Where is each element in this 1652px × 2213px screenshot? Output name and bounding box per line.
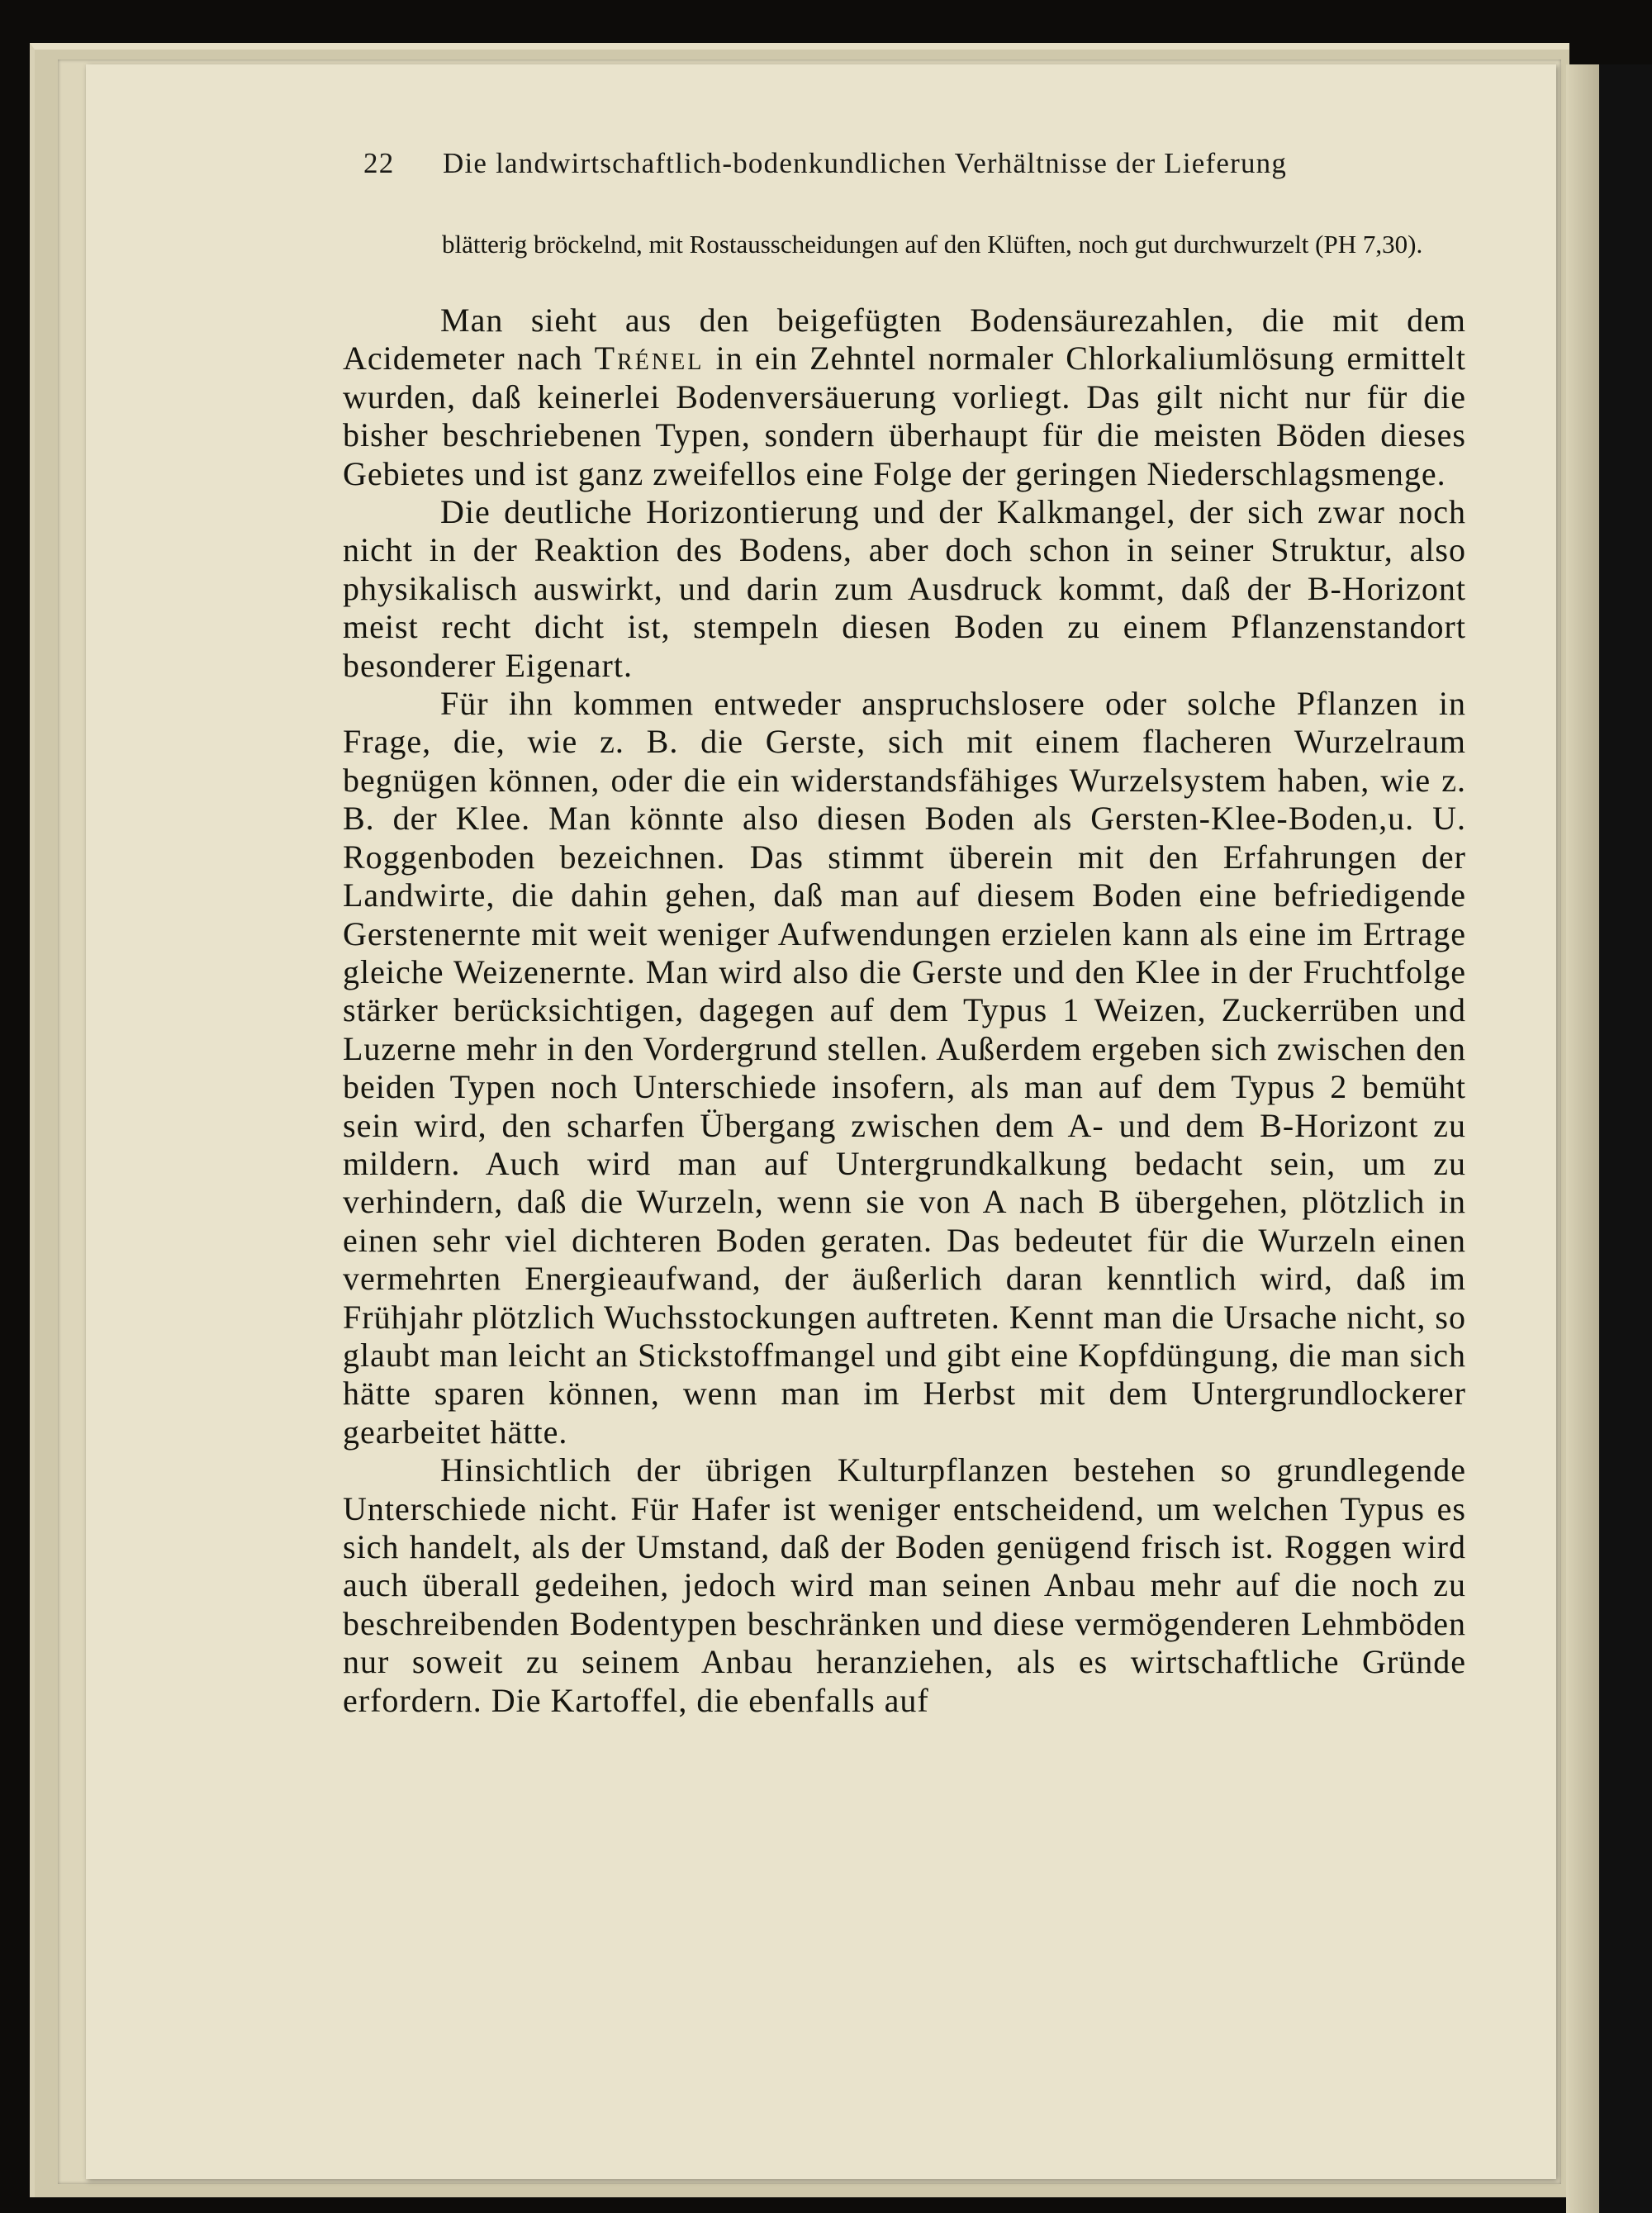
paragraph-1 — [343, 302, 1466, 493]
page-number: 22 — [363, 147, 395, 179]
profile-note-text: blätterig bröckelnd, mit Rostausscheidungen auf den Klüften, noch gut durchwurzelt (PH 7,30). — [442, 230, 1423, 259]
facing-page-edge — [1566, 64, 1652, 2213]
paragraph-3: Für ihn kommen entweder anspruchslosere oder solche Pflanzen in Frage, die, wie z. B. die Gerste, sich mit einem flacheren Wurzelraum begnügen können, oder die ein widerstandsfähiges Wurzelsystem haben, wie z. B. der Klee. Man könnte also diesen Boden als Gersten-Klee-Boden,u. U. Roggenboden bezeichnen. Das stimmt überein mit den Erfahrungen der Landwirte, die dahin gehen, daß man auf diesem Boden eine befriedigende Gerstenernte mit weit weniger Aufwendungen erzielen kann als eine im Ertrage gleiche Weizenernte. Man wird also die Gerste und den Klee in der Fruchtfolge stärker berücksichtigen, dagegen auf dem Typus 1 Weizen, Zuckerrüben und Luzerne mehr in den Vordergrund stellen. Außerdem ergeben sich zwischen den beiden Typen noch Unterschiede insofern, als man auf dem Typus 2 bemüht sein wird, den scharfen Übergang zwischen dem A- und dem B-Horizont zu mildern. Auch wird man auf Untergrundkalkung bedacht sein, um zu verhindern, daß die Wurzeln, wenn sie von A nach B übergehen, plötzlich in einen sehr viel dichteren Boden geraten. Das bedeutet für die Wurzeln einen vermehrten Energieaufwand, der äußerlich daran kenntlich wird, daß im Frühjahr plötzlich Wuchsstockungen auftreten. Kennt man die Ursache nicht, so glaubt man leicht an Stickstoffmangel und gibt eine Kopfdüngung, die man sich hätte sparen können, wenn man im Herbst mit dem Untergrundlockerer gearbeitet hätte. — [343, 685, 1466, 1451]
running-title: Die landwirtschaftlich-bodenkundlichen Verhältnisse der Lieferung — [443, 147, 1288, 179]
paragraph-4: Hinsichtlich der übrigen Kulturpflanzen bestehen so grundlegende Unterschiede nicht. Für Hafer ist weniger entscheidend, um welchen Typus es sich handelt, als der Umstand, daß der Boden genügend frisch ist. Roggen wird auch überall gedeihen, jedoch wird man seinen Anbau mehr auf die noch zu beschreibenden Bodentypen beschränken und diese vermögenderen Lehmböden nur soweit zu seinem Anbau heranziehen, als es wirtschaftliche Gründe erfordern. Die Kartoffel, die ebenfalls auf — [343, 1451, 1466, 1719]
running-head — [363, 147, 1388, 193]
author-name: Trénel — [594, 340, 705, 378]
paragraph-2: Die deutliche Horizontierung und der Kalkmangel, der sich zwar noch nicht in der Reaktion des Bodens, aber doch schon in seiner Struktur, also physikalisch auswirkt, und darin zum Ausdruck kommt, daß der B-Horizont meist recht dicht ist, stempeln diesen Boden zu einem Pflanzenstandort besonderer Eigenart. — [343, 493, 1466, 684]
paragraph-1-before: Man sieht aus den beigefügten Bodensäurezahlen, die mit dem Acidemeter nach — [343, 302, 1466, 378]
body-text — [343, 302, 1466, 1720]
paragraph-1-after: in ein Zehntel normaler Chlorkaliumlösung ermittelt wurden, daß keinerlei Bodenversäuerung vorliegt. Das gilt nicht nur für die bisher beschriebenen Typen, sondern überhaupt für die meisten Böden dieses Gebietes und ist ganz zweifellos eine Folge der geringen Niederschlagsmenge. — [343, 340, 1466, 492]
profile-note — [442, 226, 1466, 263]
facing-page-paper — [1566, 64, 1599, 2213]
